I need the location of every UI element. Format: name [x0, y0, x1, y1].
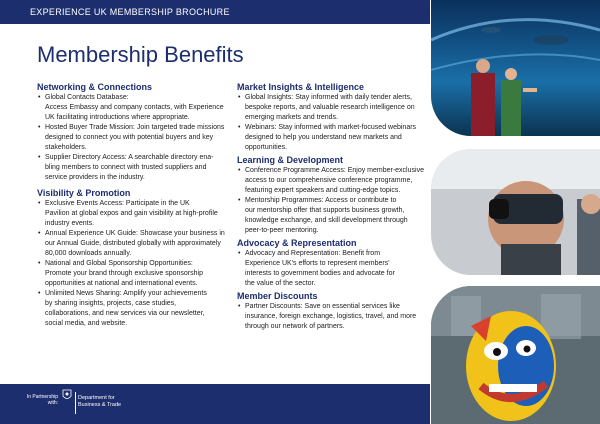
benefit-line: social media, and website. — [45, 320, 128, 327]
benefit-line: designed to connect you with potential buyers and key — [45, 134, 214, 141]
section-heading: Learning & Development — [237, 155, 344, 165]
benefit-line: knowledge exchange, and skill development through — [245, 217, 408, 224]
benefit-line: Pavilion at global expos and gain visibility at high-profile — [45, 210, 218, 217]
benefit-line: Annual Experience UK Guide: Showcase your business in — [45, 230, 225, 237]
section-visibility-and-promotion — [37, 188, 233, 329]
section-heading: Visibility & Promotion — [37, 188, 131, 198]
bullet-icon: • — [238, 94, 241, 101]
department-line-1: Department for — [78, 395, 115, 401]
benefit-item — [237, 93, 430, 123]
section-learning-and-development — [237, 155, 430, 236]
section-advocacy-and-representation — [237, 238, 430, 289]
benefit-line: Hosted Buyer Trade Mission: Join targeted trade missions — [45, 124, 225, 131]
benefit-line: Exclusive Events Access: Participate in the UK — [45, 200, 190, 207]
benefit-item — [237, 166, 430, 196]
department-line-2: Business & Trade — [78, 402, 122, 408]
benefit-item — [237, 196, 430, 236]
section-member-discounts — [237, 291, 430, 332]
vr-headset-photo — [431, 149, 600, 275]
bullet-icon: • — [38, 200, 41, 207]
benefit-item — [237, 302, 430, 332]
bullet-icon: • — [238, 250, 241, 257]
section-heading: Networking & Connections — [37, 82, 153, 92]
benefit-line: stakeholders. — [45, 144, 87, 151]
benefit-line: through our network of partners. — [245, 323, 345, 330]
right-column — [237, 82, 430, 332]
benefit-item — [37, 93, 233, 123]
benefit-line: peer-to-peer mentoring. — [245, 227, 319, 234]
bullet-icon: • — [38, 230, 41, 237]
benefit-line: featuring expert speakers and cutting-edge topics. — [245, 187, 401, 194]
section-networking-and-connections — [37, 82, 233, 183]
benefit-line: 80,000 downloads annually. — [45, 250, 132, 257]
benefit-line: collaborations, and new services via our newsletter, — [45, 310, 205, 317]
sculpture-photo — [431, 286, 600, 424]
benefit-line: our mentorship offer that supports business growth, — [245, 207, 405, 214]
benefit-line: bling members to connect with trusted suppliers and — [45, 164, 207, 171]
benefit-item — [37, 199, 233, 229]
benefit-line: emerging markets and trends. — [245, 114, 338, 121]
header-bar — [0, 0, 430, 24]
crest-icon — [62, 389, 72, 401]
page-title: Membership Benefits — [37, 42, 244, 67]
benefit-line: Access Embassy and company contacts, with Experience — [45, 104, 224, 111]
partnership-line-1: In Partnership — [26, 394, 58, 400]
logo-divider — [75, 392, 76, 414]
benefit-item — [37, 259, 233, 289]
benefit-line: industry events. — [45, 220, 95, 227]
benefit-line: insurance, foreign exchange, logistics, travel, and more — [245, 313, 417, 320]
benefit-line: Partner Discounts: Save on essential services like — [245, 303, 400, 310]
section-heading: Member Discounts — [237, 291, 318, 301]
section-heading: Market Insights & Intelligence — [237, 82, 365, 92]
bullet-icon: • — [238, 167, 241, 174]
bullet-icon: • — [38, 290, 41, 297]
bullet-icon: • — [238, 303, 241, 310]
benefit-item — [237, 123, 430, 153]
benefit-line: our Annual Guide, distributed globally with approximately — [45, 240, 221, 247]
benefit-line: National and Global Sponsorship Opportunities: — [45, 260, 193, 267]
benefit-line: Experience UK's efforts to represent members' — [245, 260, 390, 267]
benefit-line: bespoke reports, and valuable research intelligence on — [245, 104, 415, 111]
benefit-item — [37, 123, 233, 153]
section-heading: Advocacy & Representation — [237, 238, 357, 248]
bullet-icon: • — [38, 94, 41, 101]
benefit-line: interests to government bodies and advocate for — [245, 270, 395, 277]
benefit-line: Global Insights: Stay informed with daily tender alerts, — [245, 94, 412, 101]
benefit-item — [37, 229, 233, 259]
benefit-line: Supplier Directory Access: A searchable directory ena- — [45, 154, 214, 161]
section-market-insights-and-intelligence — [237, 82, 430, 153]
benefit-line: service providers in the industry. — [45, 174, 145, 181]
benefit-line: Conference Programme Access: Enjoy member-exclusive — [245, 167, 424, 174]
partnership-label — [14, 394, 58, 406]
benefit-line: Mentorship Programmes: Access or contribute to — [245, 197, 397, 204]
left-column — [37, 82, 233, 329]
benefit-line: the value of the sector. — [245, 280, 316, 287]
benefit-line: designed to help you understand new markets and — [245, 134, 402, 141]
bullet-icon: • — [238, 197, 241, 204]
aquarium-photo — [431, 0, 600, 136]
benefit-item — [237, 249, 430, 289]
benefit-line: Webinars: Stay informed with market-focused webinars — [245, 124, 417, 131]
benefit-item — [37, 289, 233, 329]
bullet-icon: • — [38, 260, 41, 267]
benefit-line: Advocacy and Representation: Benefit from — [245, 250, 381, 257]
benefit-item — [37, 153, 233, 183]
benefit-line: Global Contacts Database: — [45, 94, 129, 101]
header-title: EXPERIENCE UK MEMBERSHIP BROCHURE — [30, 7, 230, 17]
benefit-line: opportunities at national and international events. — [45, 280, 198, 287]
partnership-line-2: with: — [47, 400, 58, 406]
benefit-line: Unlimited News Sharing: Amplify your achievements — [45, 290, 207, 297]
benefit-line: opportunities. — [245, 144, 288, 151]
department-logo-text — [78, 395, 121, 409]
benefit-line: Promote your brand through exclusive sponsorship — [45, 270, 203, 277]
bullet-icon: • — [38, 154, 41, 161]
bullet-icon: • — [38, 124, 41, 131]
benefit-line: by sharing insights, projects, case studies, — [45, 300, 177, 307]
bullet-icon: • — [238, 124, 241, 131]
benefit-line: access to our comprehensive conference programme, — [245, 177, 413, 184]
benefit-line: UK facilitating introductions where appropriate. — [45, 114, 190, 121]
